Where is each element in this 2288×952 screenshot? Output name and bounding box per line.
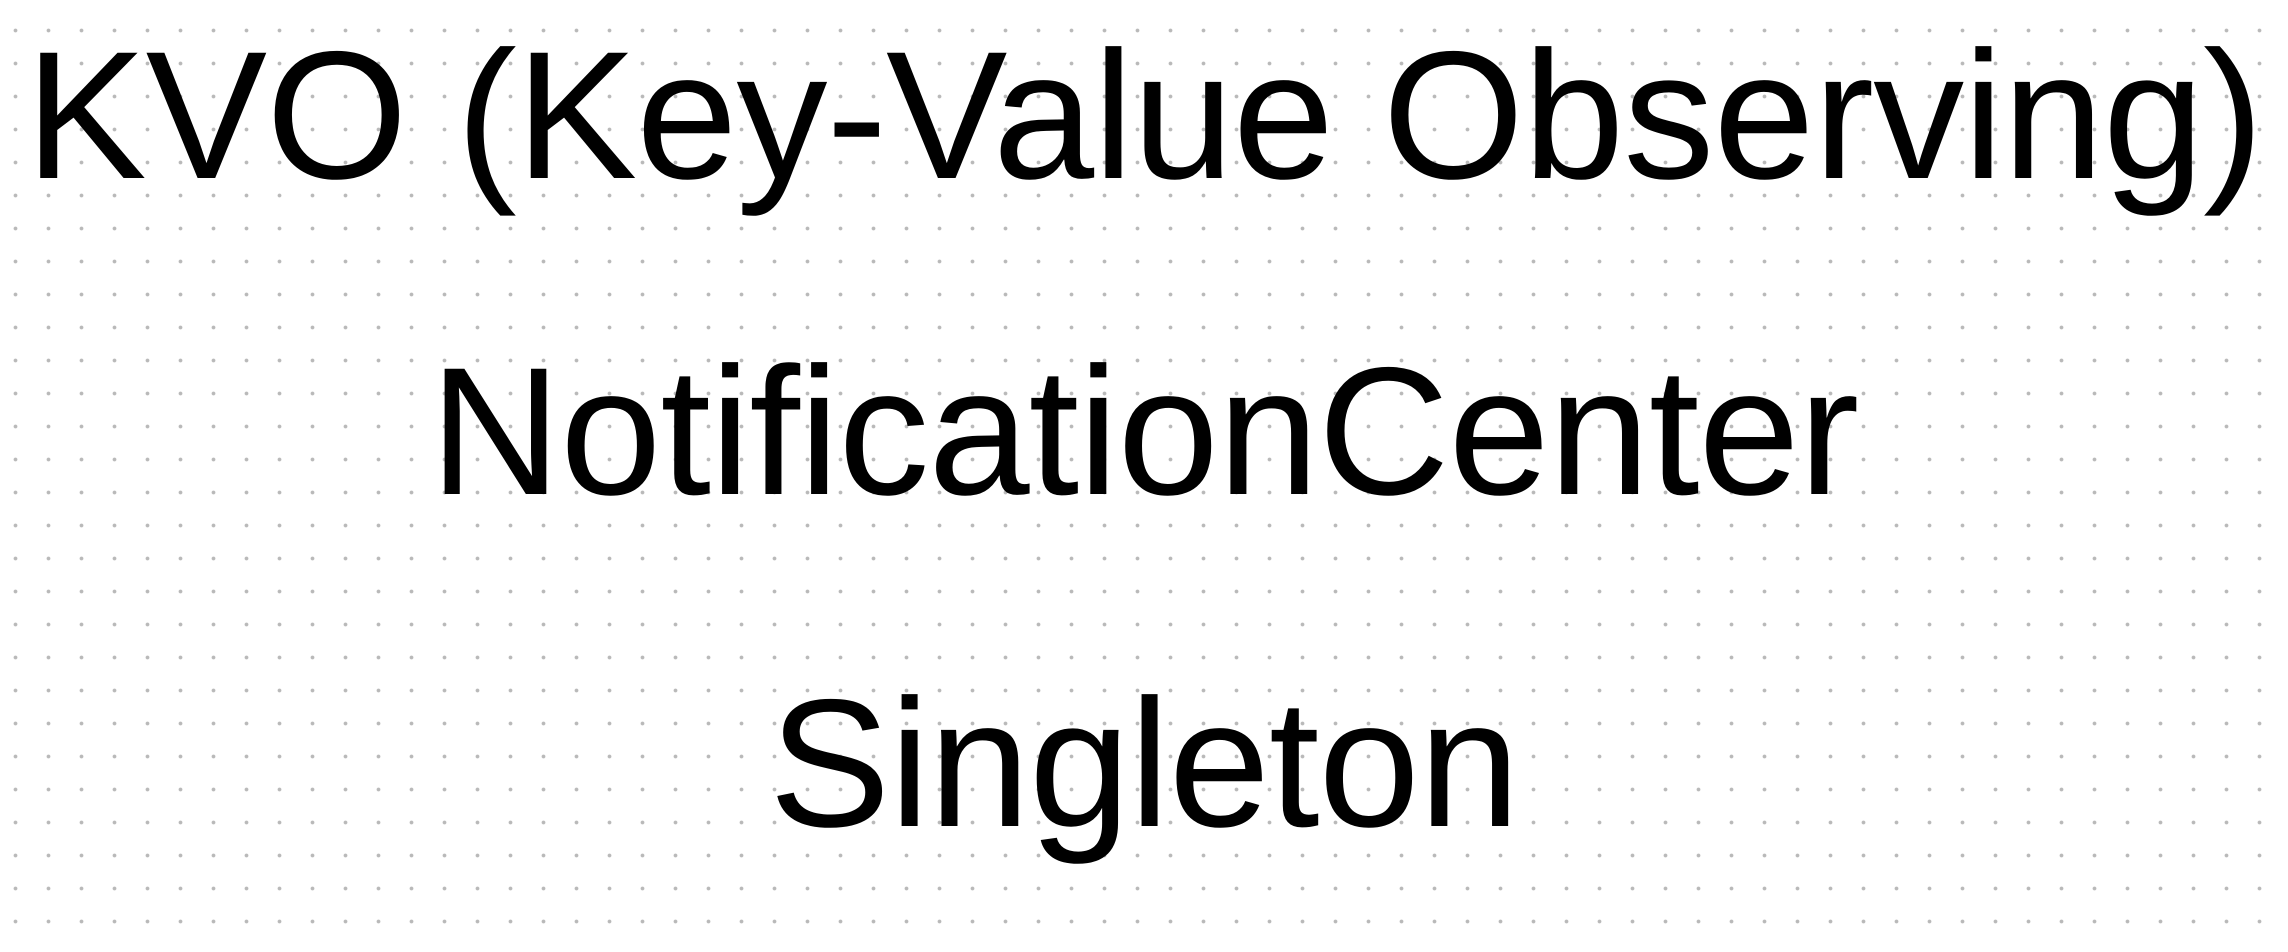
notification-center-label[interactable]: NotificationCenter [429,329,1859,533]
kvo-label[interactable]: KVO (Key-Value Observing) [25,13,2263,217]
singleton-label[interactable]: Singleton [769,661,1519,865]
